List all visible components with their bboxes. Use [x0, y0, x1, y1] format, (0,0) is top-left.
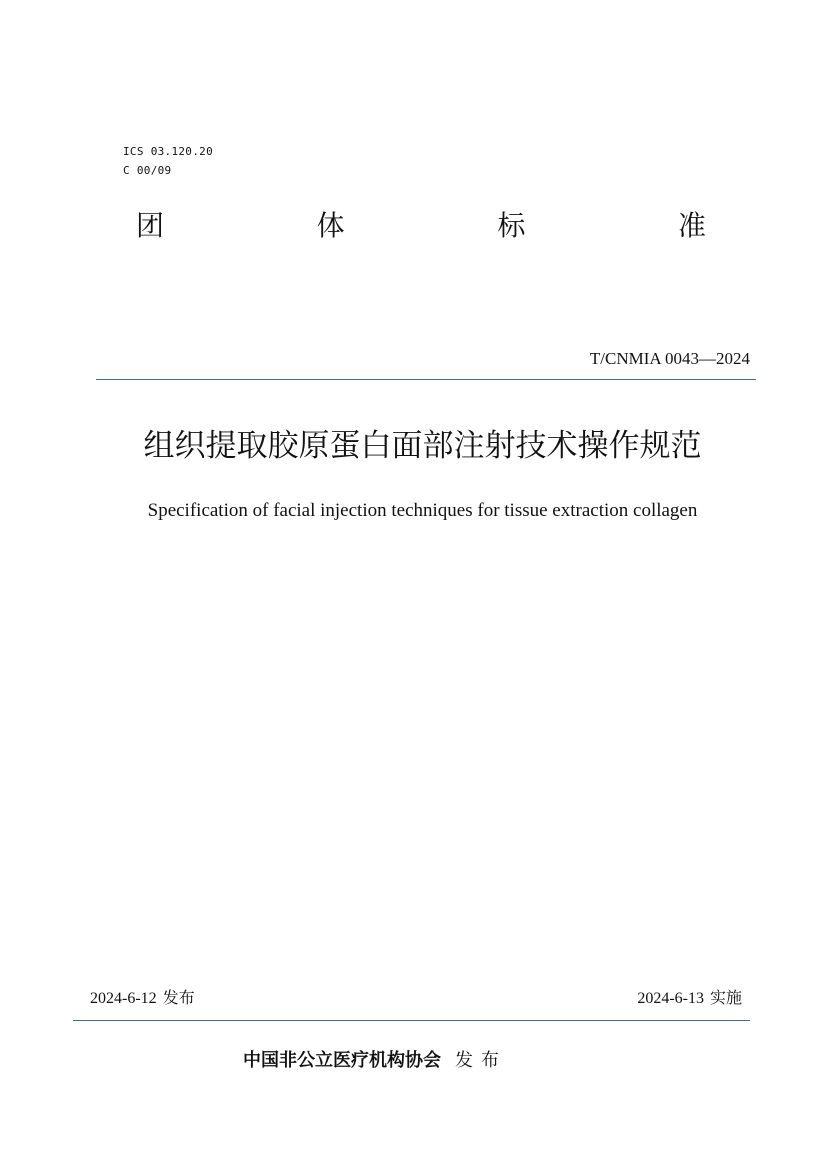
- standard-type-char: 标: [497, 209, 526, 242]
- ccs-code: C 00/09: [123, 164, 172, 177]
- top-divider: [96, 379, 756, 380]
- publisher-name: 中国非公立医疗机构协会: [243, 1050, 441, 1071]
- implementation-date: [637, 987, 742, 1010]
- standard-type-char: 体: [316, 209, 345, 242]
- issue-date: [90, 987, 195, 1010]
- implementation-date-value: 2024-6-13: [637, 990, 704, 1007]
- title-chinese: 组织提取胶原蛋白面部注射技术操作规范: [143, 428, 702, 464]
- publisher: [243, 1049, 507, 1073]
- issue-date-label: 发布: [162, 988, 195, 1007]
- title-english: Specification of facial injection techniques for tissue extraction collagen: [147, 500, 698, 521]
- publisher-suffix: 发布: [455, 1050, 507, 1071]
- bottom-divider: [73, 1020, 750, 1021]
- ics-code: ICS 03.120.20: [123, 145, 213, 158]
- standard-number: T/CNMIA 0043—2024: [589, 349, 750, 368]
- standard-type-heading: [136, 206, 706, 246]
- standard-type-char: 准: [677, 209, 706, 242]
- issue-date-value: 2024-6-12: [90, 990, 157, 1007]
- implementation-date-label: 实施: [709, 988, 742, 1007]
- standard-type-char: 团: [136, 209, 165, 242]
